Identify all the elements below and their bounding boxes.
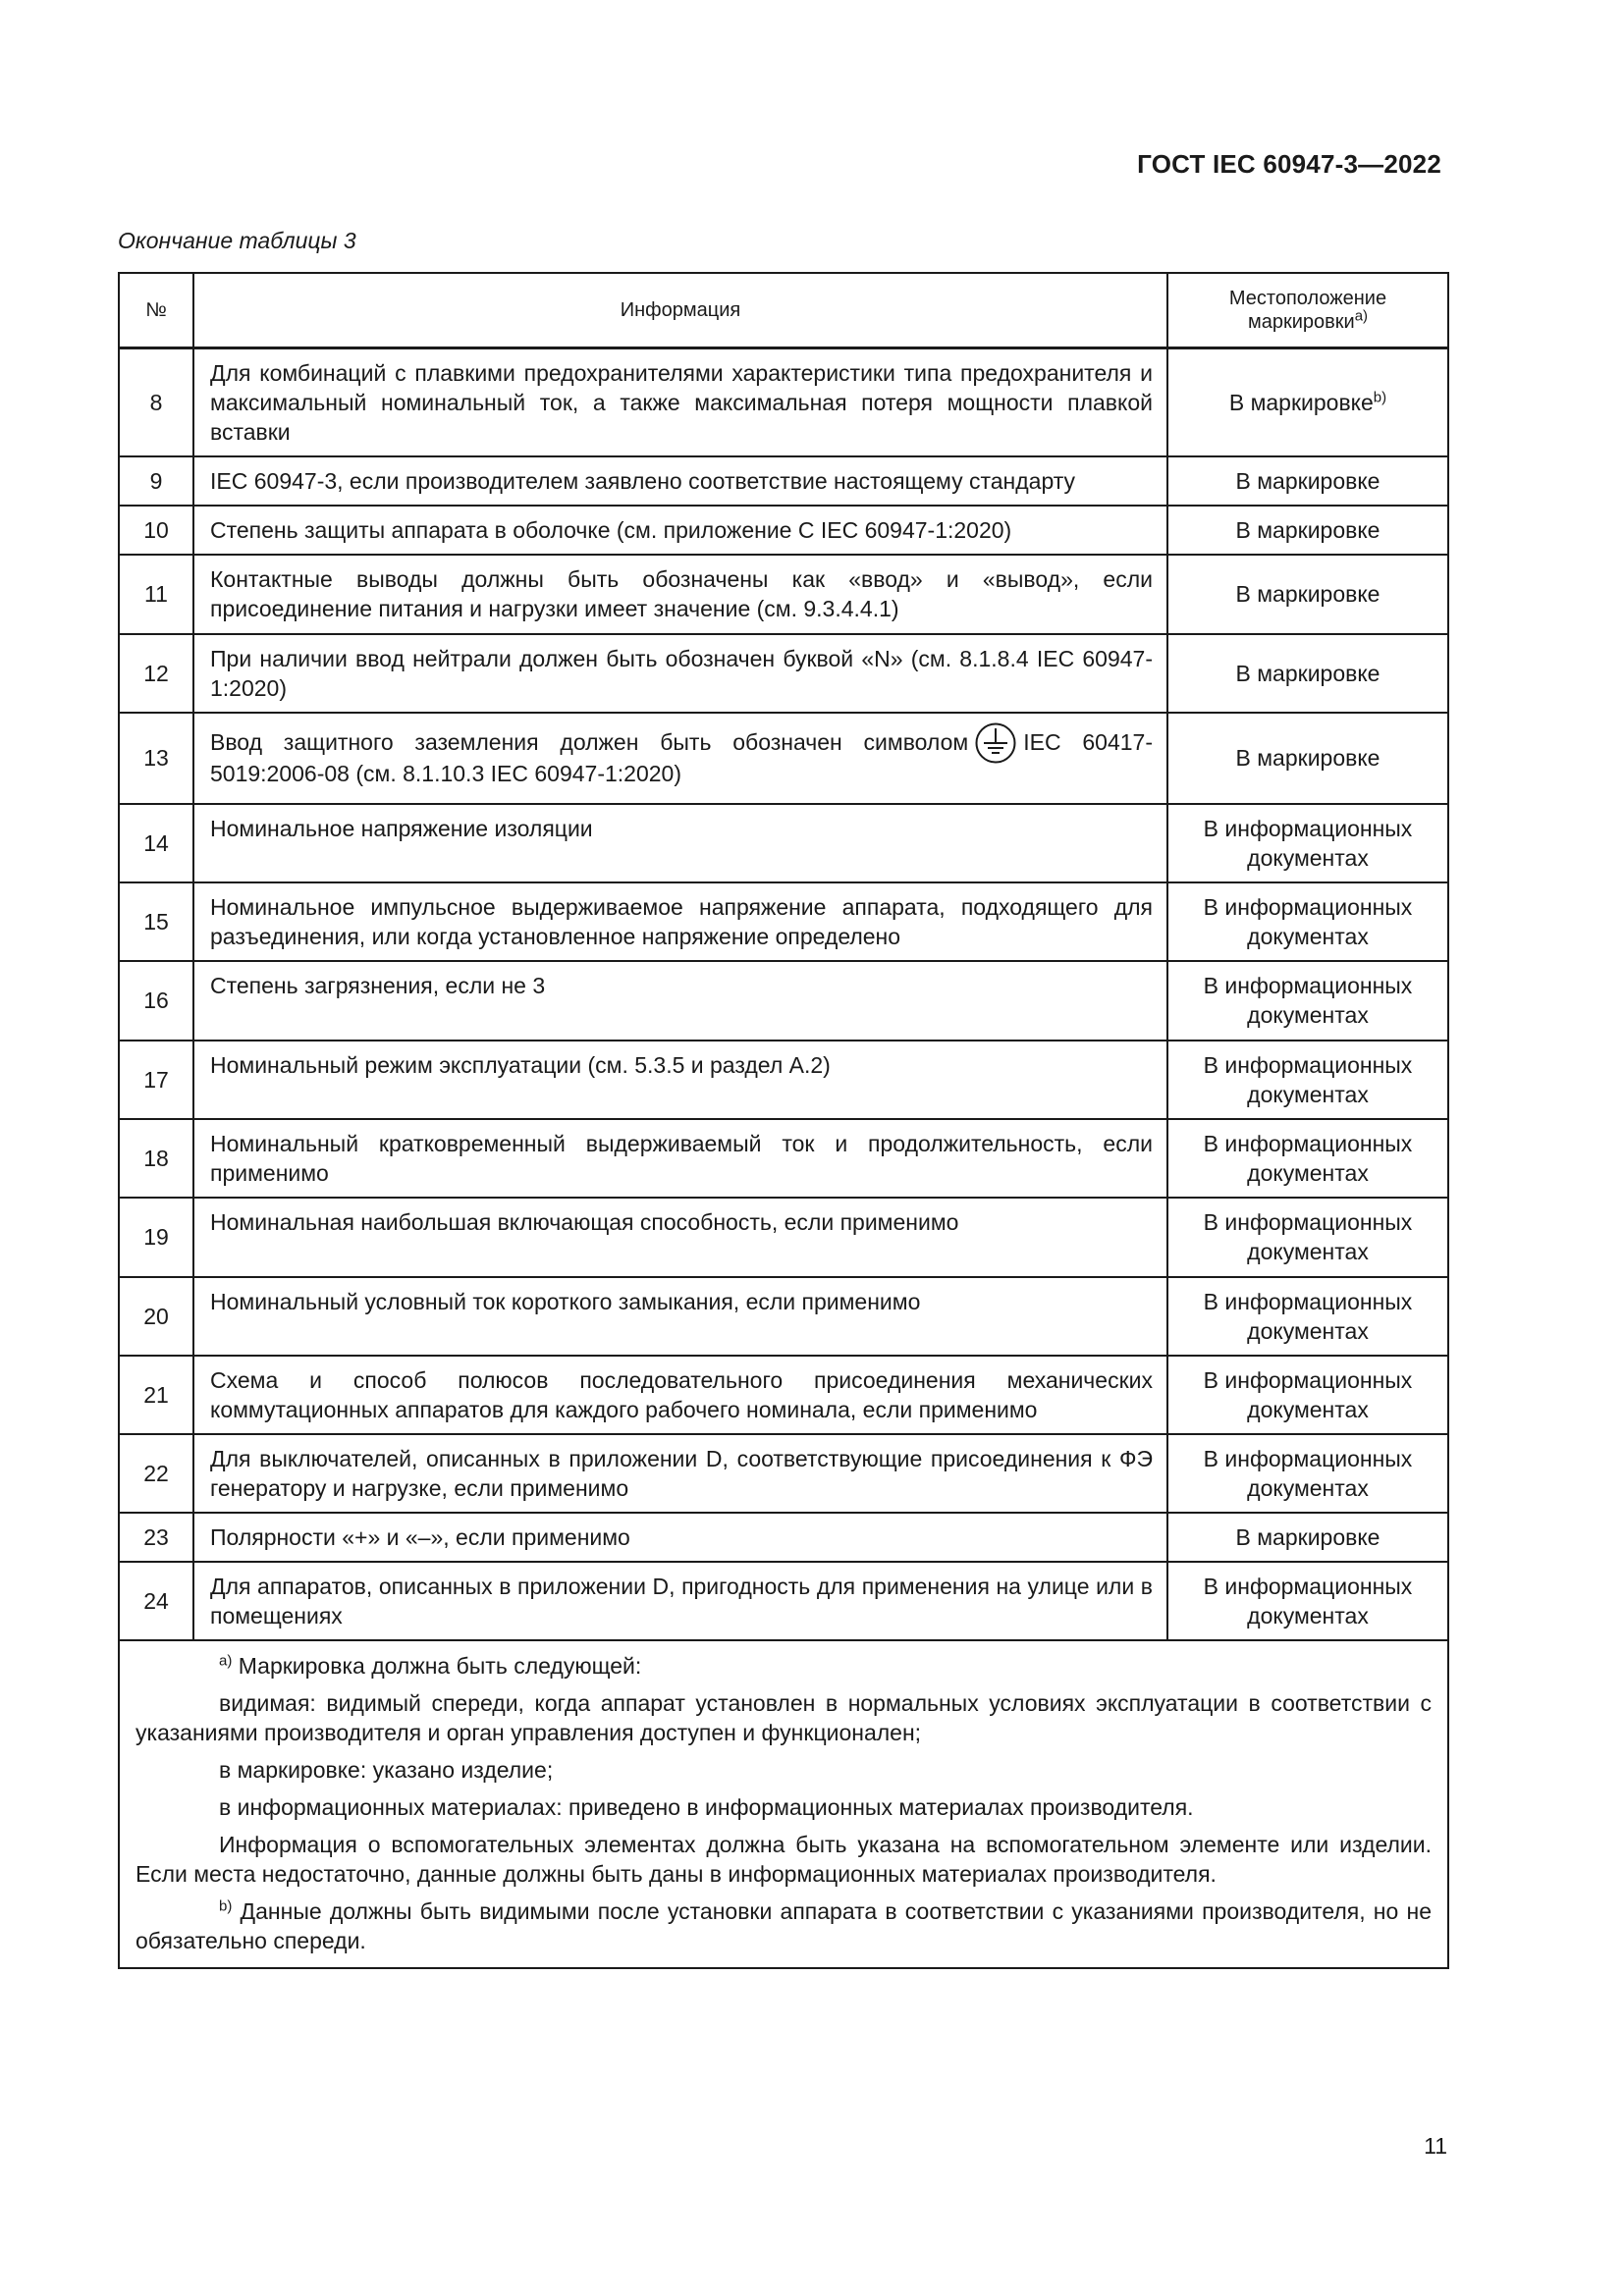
- footnote-ref-a: a): [1354, 307, 1369, 325]
- row-location: В маркировке: [1167, 634, 1448, 713]
- marking-table: [118, 272, 1449, 1969]
- note-a-aux: Информация о вспомогательных элементах должна быть указана на вспомогательном элементе или изделии. Если места недостаточно, данные должны быть даны в информационных материалах производителя.: [135, 1831, 1432, 1887]
- row-info: При наличии ввод нейтрали должен быть обозначен буквой «N» (см. 8.1.8.4 IEC 60947-1:2020): [193, 634, 1167, 713]
- row-info: Номинальное импульсное выдерживаемое напряжение аппарата, подходящего для разъединения, или когда установленное напряжение определено: [193, 882, 1167, 961]
- row-number: 19: [119, 1198, 193, 1277]
- row-info: Номинальный условный ток короткого замыкания, если применимо: [193, 1277, 1167, 1356]
- row-info: Номинальный кратковременный выдерживаемый ток и продолжительность, если применимо: [193, 1119, 1167, 1198]
- table-notes: [119, 1640, 1448, 1968]
- row-location: В маркировке: [1167, 555, 1448, 634]
- row-location: В информационных документах: [1167, 1041, 1448, 1119]
- row-info: Степень защиты аппарата в оболочке (см. приложение С IEC 60947-1:2020): [193, 506, 1167, 555]
- table-row: [119, 555, 1448, 634]
- row-info: Для выключателей, описанных в приложении D, соответствующие присоединения к ФЭ генератору и нагрузке, если применимо: [193, 1434, 1167, 1513]
- row-info-text-continued: IEC 60417-5019:2006-08 (см. 8.1.10.3 IEC 60947-1:2020): [210, 729, 1153, 786]
- row-number: 23: [119, 1513, 193, 1562]
- row-number: 8: [119, 348, 193, 456]
- row-location: В маркировке: [1167, 713, 1448, 804]
- row-info: Для аппаратов, описанных в приложении D, пригодность для применения на улице или в помещениях: [193, 1562, 1167, 1640]
- table-row: [119, 1356, 1448, 1434]
- row-number: 16: [119, 961, 193, 1041]
- row-number: 24: [119, 1562, 193, 1640]
- row-number: 15: [119, 882, 193, 961]
- note-a-label: a): [219, 1651, 233, 1669]
- row-number: 11: [119, 555, 193, 634]
- row-number: 9: [119, 456, 193, 506]
- note-a-marking: в маркировке: указано изделие;: [219, 1756, 554, 1783]
- col-header-info: Информация: [193, 273, 1167, 348]
- page-number: 11: [1424, 2133, 1447, 2159]
- table-row: [119, 634, 1448, 713]
- protective-earth-icon: [974, 721, 1017, 765]
- row-info: Номинальный режим эксплуатации (см. 5.3.5 и раздел А.2): [193, 1041, 1167, 1119]
- table-header-row: [119, 273, 1448, 348]
- row-info: Номинальная наибольшая включающая способность, если применимо: [193, 1198, 1167, 1277]
- table-row: [119, 713, 1448, 804]
- row-number: 20: [119, 1277, 193, 1356]
- row-location: В информационных документах: [1167, 882, 1448, 961]
- row-number: 21: [119, 1356, 193, 1434]
- row-location: В информационных документах: [1167, 1562, 1448, 1640]
- row-location-text: В маркировке: [1228, 389, 1374, 415]
- table-notes-row: [119, 1640, 1448, 1968]
- col-header-location: [1167, 273, 1448, 348]
- row-number: 18: [119, 1119, 193, 1198]
- standard-code: ГОСТ IEC 60947-3—2022: [1137, 149, 1441, 179]
- table-row: [119, 1277, 1448, 1356]
- note-a-visible: видимая: видимый спереди, когда аппарат установлен в нормальных условиях эксплуатации в соответствии с указаниями производителя и орган управления доступен и функционален;: [135, 1689, 1432, 1745]
- row-location: В информационных документах: [1167, 1356, 1448, 1434]
- col-header-num: №: [119, 273, 193, 348]
- note-b-text: Данные должны быть видимыми после установки аппарата в соответствии с указаниями производителя, но не обязательно спереди.: [135, 1897, 1432, 1953]
- row-location: В маркировке: [1167, 456, 1448, 506]
- table-caption: Окончание таблицы 3: [118, 228, 356, 253]
- row-info: Номинальное напряжение изоляции: [193, 804, 1167, 882]
- table-row: [119, 348, 1448, 456]
- table-row: [119, 961, 1448, 1041]
- table-row: [119, 1434, 1448, 1513]
- row-info-text: Ввод защитного заземления должен быть обозначен символом: [210, 729, 969, 756]
- row-info: Степень загрязнения, если не 3: [193, 961, 1167, 1041]
- table-row: [119, 1198, 1448, 1277]
- col-header-location-text: Местоположение маркировки: [1228, 288, 1387, 333]
- note-b: [135, 1896, 1432, 1955]
- note-b-label: b): [219, 1896, 233, 1914]
- note-a-intro: [135, 1651, 1432, 1681]
- row-number: 10: [119, 506, 193, 555]
- row-location: [1167, 348, 1448, 456]
- table-row: [119, 1041, 1448, 1119]
- row-location: В информационных документах: [1167, 1119, 1448, 1198]
- note-a-info: в информационных материалах: приведено в информационных материалах производителя.: [219, 1793, 1194, 1820]
- row-number: 14: [119, 804, 193, 882]
- table-row: [119, 1513, 1448, 1562]
- table-row: [119, 506, 1448, 555]
- row-info: [193, 713, 1167, 804]
- row-info: Для комбинаций с плавкими предохранителями характеристики типа предохранителя и максимальный номинальный ток, а также максимальная потеря мощности плавкой вставки: [193, 348, 1167, 456]
- row-number: 13: [119, 713, 193, 804]
- table-row: [119, 804, 1448, 882]
- row-info: Схема и способ полюсов последовательного присоединения механических коммутационных аппаратов для каждого рабочего номинала, если применимо: [193, 1356, 1167, 1434]
- table-row: [119, 456, 1448, 506]
- row-number: 17: [119, 1041, 193, 1119]
- row-info: Контактные выводы должны быть обозначены как «ввод» и «вывод», если присоединение питания и нагрузки имеет значение (см. 9.3.4.4.1): [193, 555, 1167, 634]
- row-location: В маркировке: [1167, 506, 1448, 555]
- row-location: В информационных документах: [1167, 961, 1448, 1041]
- row-info: Полярности «+» и «–», если применимо: [193, 1513, 1167, 1562]
- row-location: В информационных документах: [1167, 804, 1448, 882]
- row-info: IEC 60947-3, если производителем заявлено соответствие настоящему стандарту: [193, 456, 1167, 506]
- row-location: В информационных документах: [1167, 1198, 1448, 1277]
- row-number: 22: [119, 1434, 193, 1513]
- footnote-ref-b: b): [1373, 389, 1387, 406]
- row-location: В маркировке: [1167, 1513, 1448, 1562]
- note-a-intro-text: Маркировка должна быть следующей:: [238, 1652, 642, 1679]
- row-location: В информационных документах: [1167, 1277, 1448, 1356]
- table-row: [119, 882, 1448, 961]
- table-row: [119, 1562, 1448, 1640]
- table-row: [119, 1119, 1448, 1198]
- row-number: 12: [119, 634, 193, 713]
- row-location: В информационных документах: [1167, 1434, 1448, 1513]
